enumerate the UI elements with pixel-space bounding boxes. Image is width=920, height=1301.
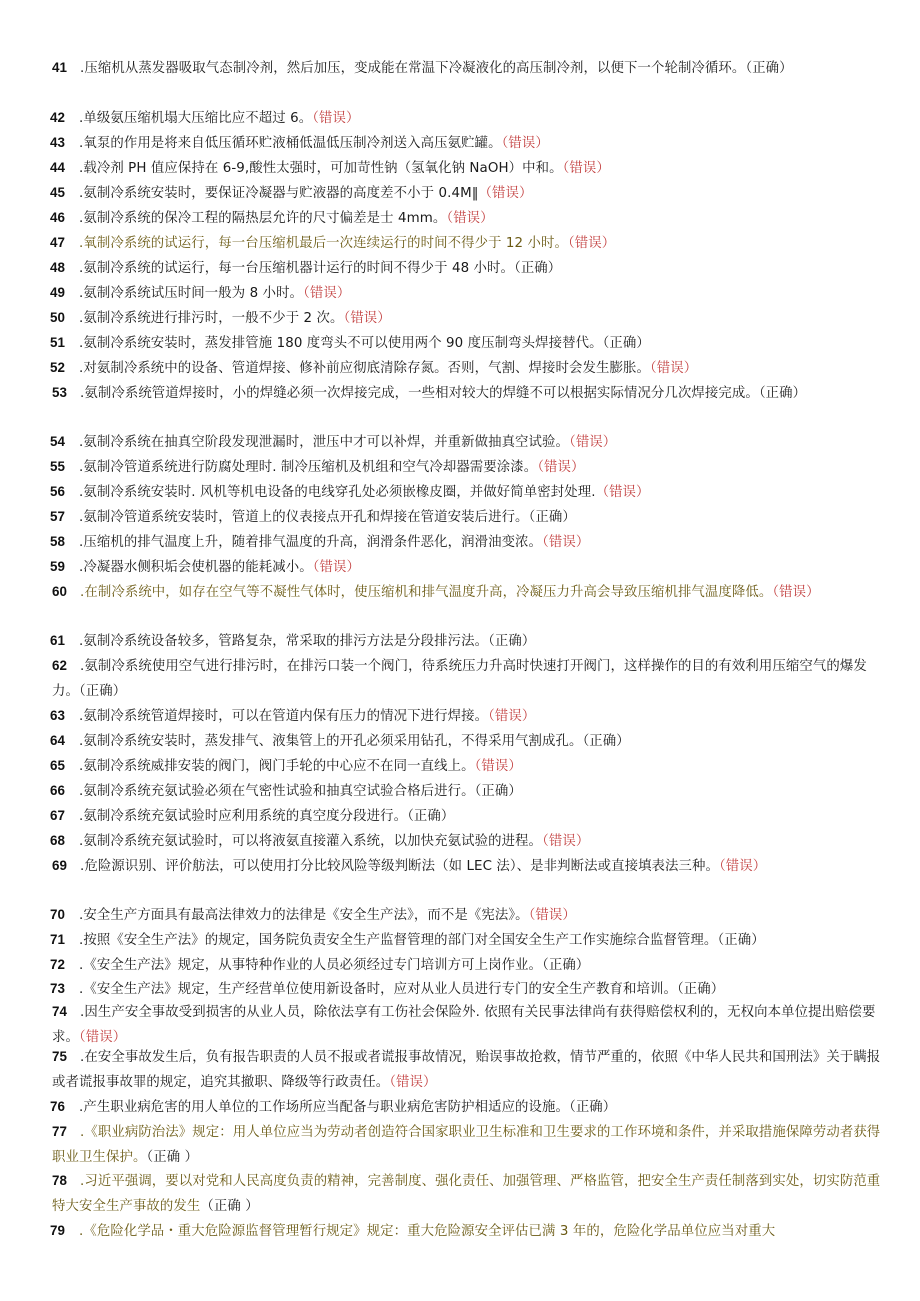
question-number: 41 [52, 60, 68, 75]
question-item [52, 56, 882, 82]
question-number: 48 [50, 260, 66, 275]
question-item [52, 1120, 882, 1171]
question-item [52, 829, 882, 855]
question-text: .氨制冷系统进行排污时，一般不少于 2 次。 [79, 311, 344, 326]
answer-label: （错误） [501, 136, 549, 151]
question-number: 46 [50, 210, 66, 225]
question-number: 66 [50, 783, 66, 798]
question-text: .氨制冷系统威排安装的阀门，阀门手轮的中心应不在同一直线上。 [79, 759, 475, 774]
question-text: .在制冷系统中，如存在空气等不凝性气体时，使压缩机和排气温度升高，冷凝压力升高会导致压缩机排气温度降低。 [80, 585, 773, 600]
answer-label: （错误） [312, 111, 360, 126]
question-number: 43 [50, 135, 66, 150]
question-item [52, 704, 882, 730]
answer-label: （错误） [78, 1029, 127, 1045]
question-text: .产生职业病危害的用人单位的工作场所应当配备与职业病危害防护相适应的设施。 [79, 1100, 570, 1115]
answer-label: （正确） [474, 784, 522, 799]
answer-label: （错误） [562, 161, 610, 176]
question-text: .氨制冷系统使用空气进行排污时，在排污口装一个阀门，待系统压力升高时快速打开阀门，这样操作的目的有效利用压缩空气的爆发力。 [52, 659, 867, 699]
answer-label: （正确） [488, 634, 536, 649]
question-item [52, 1219, 882, 1245]
question-text: .氧泵的作用是将来自低压循环贮液桶低温低压制冷剂送入高压氨贮罐。 [79, 136, 502, 151]
question-text: .单级氨压缩机塌大压缩比应不超过 6。 [79, 111, 313, 126]
answer-label: （错误） [343, 311, 391, 326]
question-item [52, 256, 882, 282]
question-number: 52 [50, 360, 66, 375]
question-number: 55 [50, 459, 66, 474]
question-number: 74 [52, 1004, 68, 1019]
question-number: 47 [50, 235, 66, 250]
question-item [52, 231, 882, 257]
answer-label: （正确） [78, 683, 127, 699]
question-text: .氨制冷系统充氨试验必须在气密性试验和抽真空试验合格后进行。 [79, 784, 475, 799]
answer-label: （正确） [514, 261, 562, 276]
question-item [52, 903, 882, 929]
question-number: 68 [50, 833, 66, 848]
question-text: .氨制冷系统的试运行，每一台压缩机器计运行的时间不得少于 48 小时。 [79, 261, 515, 276]
question-number: 42 [50, 110, 66, 125]
answer-label: （错误） [528, 908, 576, 923]
answer-label: （错误） [303, 286, 351, 301]
question-number: 75 [52, 1049, 68, 1064]
question-number: 45 [50, 185, 66, 200]
question-item [52, 181, 882, 207]
question-number: 57 [50, 509, 66, 524]
question-item [52, 131, 882, 157]
question-number: 53 [52, 385, 68, 400]
answer-label: （正确） [582, 734, 630, 749]
question-item [52, 953, 882, 979]
answer-label: （错误） [446, 211, 494, 226]
question-item [52, 306, 882, 332]
answer-label: （错误） [719, 859, 767, 874]
question-text: .氨制冷系统安装时，要保证冷凝器与贮液器的高度差不小于 0.4M‖ [79, 186, 479, 201]
answer-label: （正确） [569, 1100, 617, 1115]
question-number: 67 [50, 808, 66, 823]
question-item [52, 629, 882, 655]
question-text: .按照《安全生产法》的规定，国务院负责安全生产监督管理的部门对全国安全生产工作实施综合监督管理。 [79, 933, 718, 948]
question-number: 79 [50, 1223, 66, 1238]
question-number: 54 [50, 434, 66, 449]
question-text: .冷凝器水侧积垢会使机器的能耗减小。 [79, 560, 313, 575]
answer-label: （正确 ） [200, 1198, 259, 1214]
question-text: .氨制冷系统安装时. 风机等机电设备的电线穿孔处必须嵌橡皮圈，并做好简单密封处理. [79, 485, 596, 500]
question-text: .安全生产方面具有最高法律效力的法律是《安全生产法》，而不是《宪法》。 [79, 908, 529, 923]
question-number: 73 [50, 981, 66, 996]
question-text: .《安全生产法》规定，生产经营单位使用新设备时，应对从业人员进行专门的安全生产教育和培训。 [79, 982, 677, 997]
question-text: .《危险化学品・重大危险源监督管理暂行规定》规定：重大危险源安全评估已满 3 年的，危险化学品单位应当对重大 [79, 1224, 776, 1239]
question-number: 60 [52, 584, 68, 599]
question-text: .氧制冷系统的试运行，每一台压缩机最后一次连续运行的时间不得少于 12 小时。 [79, 236, 568, 251]
question-number: 61 [50, 633, 66, 648]
question-item [52, 281, 882, 307]
question-text: .氨制冷管道系统安装时，管道上的仪表接点开孔和焊接在管道安装后进行。 [79, 510, 529, 525]
answer-label: （错误） [595, 485, 650, 500]
question-text: .氨制冷系统安装时，蒸发排管施 180 度弯头不可以使用两个 90 度压制弯头焊接替代。 [79, 336, 603, 351]
answer-label: （错误） [478, 186, 533, 201]
answer-label: （正确） [542, 958, 590, 973]
question-item [52, 928, 882, 954]
answer-label: （正确） [528, 510, 576, 525]
answer-label: （错误） [569, 435, 617, 450]
answer-label: （正确） [602, 336, 650, 351]
question-item [52, 530, 882, 556]
question-text: .《安全生产法》规定，从事特种作业的人员必须经过专门培训方可上岗作业。 [79, 958, 543, 973]
question-text: .压缩机的排气温度上升，随着排气温度的升高，润滑条件恶化，润滑油变浓。 [79, 535, 543, 550]
question-number: 71 [50, 932, 66, 947]
answer-label: （正确） [407, 809, 455, 824]
answer-label: （正确） [758, 386, 807, 401]
answer-label: （正确 ） [146, 1149, 199, 1165]
question-item [52, 1000, 882, 1051]
question-text: .对氨制冷系统中的设备、管道焊接、修补前应彻底清除存氮。否则，气割、焊接时会发生膨胀。 [79, 361, 650, 376]
answer-label: （正确） [717, 933, 765, 948]
question-text: .载冷剂 PH 值应保持在 6-9,酸性太强时，可加苛性钠（氢氧化钠 NaOH）中和。 [79, 161, 563, 176]
question-item [52, 1095, 882, 1121]
question-item [52, 331, 882, 357]
question-item [52, 1169, 882, 1220]
question-number: 50 [50, 310, 66, 325]
question-number: 76 [50, 1099, 66, 1114]
question-text: .氨制冷系统在抽真空阶段发现泄漏时，泄压中才可以补焊，并重新做抽真空试验。 [79, 435, 570, 450]
answer-label: （正确） [745, 61, 793, 76]
answer-label: （错误） [488, 709, 536, 724]
question-number: 69 [52, 858, 68, 873]
question-item [52, 729, 882, 755]
question-text: .氨制冷系统的保冷工程的隔热层允许的尺寸偏差是士 4mm。 [79, 211, 447, 226]
answer-label: （错误） [772, 585, 820, 600]
question-text: .压缩机从蒸发器吸取气态制冷剂，然后加压，变成能在常温下冷凝液化的高压制冷剂，以便下一个轮制冷循环。 [80, 61, 746, 76]
question-item [52, 156, 882, 182]
answer-label: （错误） [474, 759, 522, 774]
question-item [52, 480, 882, 506]
question-item [52, 555, 882, 581]
question-number: 44 [50, 160, 66, 175]
question-text: .在安全事故发生后，负有报告职责的人员不报或者谎报事故情况，贻误事故抢救，情节严重的，依照《中华人民共和国刑法》关于瞒报或者谎报事故罪的规定，追究其撤职、降级等行政责任。 [52, 1050, 881, 1090]
question-item [52, 106, 882, 132]
question-text: .氨制冷系统安装时，蒸发排气、液集管上的开孔必须采用钻孔，不得采用气割成孔。 [79, 734, 583, 749]
question-text: .《职业病防治法》规定：用人单位应当为劳动者创造符合国家职业卫生标准和卫生要求的工作环境和条件，并采取措施保障劳动者获得职业卫生保护。 [52, 1125, 881, 1165]
question-text: .危险源识别、评价舫法，可以使用打分比较风险等级判断法（如 LEC 法）、是非判断法或直接填表法三种。 [80, 859, 720, 874]
question-item [52, 505, 882, 531]
question-number: 72 [50, 957, 66, 972]
answer-label: （错误） [568, 236, 616, 251]
question-item [52, 779, 882, 805]
question-item [52, 455, 882, 481]
question-item [52, 804, 882, 830]
question-number: 77 [52, 1124, 68, 1139]
answer-label: （错误） [537, 460, 585, 475]
question-item [52, 381, 882, 407]
answer-label: （错误） [389, 1074, 437, 1090]
question-number: 56 [50, 484, 66, 499]
answer-label: （错误） [312, 560, 360, 575]
question-text: .氨制冷系统试压时间一般为 8 小时。 [79, 286, 304, 301]
question-item [52, 580, 882, 606]
question-number: 49 [50, 285, 66, 300]
question-number: 59 [50, 559, 66, 574]
question-item [52, 430, 882, 456]
question-text: .氨制冷系统充氨试验时应利用系统的真空度分段进行。 [79, 809, 408, 824]
question-number: 58 [50, 534, 66, 549]
question-number: 63 [50, 708, 66, 723]
question-item [52, 854, 882, 880]
question-text: .氨制冷系统管道焊接时，可以在管道内保有压力的情况下进行焊接。 [79, 709, 489, 724]
answer-label: （正确） [676, 982, 725, 997]
question-text: .氨制冷系统管道焊接时，小的焊缝必须一次焊接完成，一些相对较大的焊缝不可以根据实际情况分几次焊接完成。 [80, 386, 759, 401]
question-number: 70 [50, 907, 66, 922]
question-number: 64 [50, 733, 66, 748]
question-number: 78 [52, 1173, 68, 1188]
question-item [52, 356, 882, 382]
question-text: .氨制冷管道系统进行防腐处理时. 制冷压缩机及机组和空气冷却器需要涂漆。 [79, 460, 538, 475]
question-number: 65 [50, 758, 66, 773]
question-item [52, 754, 882, 780]
answer-label: （错误） [542, 535, 590, 550]
question-item [52, 206, 882, 232]
answer-label: （错误） [542, 834, 590, 849]
question-number: 51 [50, 335, 66, 350]
question-number: 62 [52, 658, 68, 673]
answer-label: （错误） [649, 361, 698, 376]
question-text: .氨制冷系统充氨试验时，可以将液氨直接灌入系统，以加快充氨试验的进程。 [79, 834, 543, 849]
question-text: .氨制冷系统设备较多，管路复杂，常采取的排污方法是分段排污法。 [79, 634, 489, 649]
question-item [52, 1045, 882, 1096]
question-text: .因生产安全事故受到损害的从业人员，除依法享有工伤社会保险外. 依照有关民事法律尚有获得赔偿权利的，无权向本单位提出赔偿要求。 [52, 1005, 876, 1045]
question-text: .习近平强调，要以对党和人民高度负责的精神，完善制度、强化责任、加强管理、严格监管，把安全生产责任制落到实处，切实防范重特大安全生产事故的发生 [52, 1174, 881, 1214]
question-item [52, 654, 882, 705]
